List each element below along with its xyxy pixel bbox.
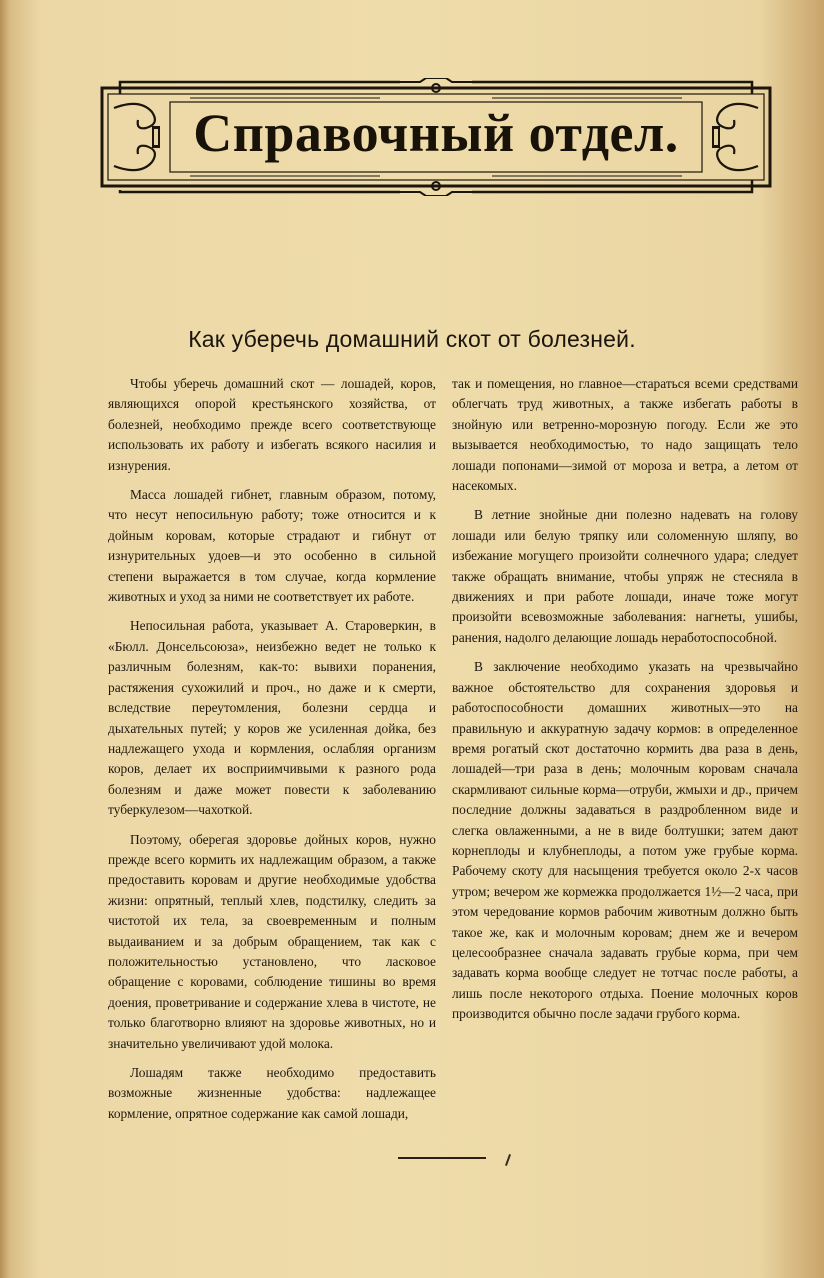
ink-mark xyxy=(505,1154,511,1166)
paragraph: Чтобы уберечь домашний скот — лошадей, коров, являющихся опорой крестьянского хозяйства, от болезней, необходимо прежде всего соответствующе использовать их работу и избегать всякого насилия и изнурения. xyxy=(108,376,436,473)
section-title: Справочный отдел. xyxy=(193,103,679,163)
article-title: Как уберечь домашний скот от болезней. xyxy=(188,326,636,352)
article-column-right xyxy=(452,374,798,1034)
paragraph: Масса лошадей гибнет, главным образом, потому, что несут непосильную работу; тоже относится и к дойным коровам, которые страдают и гибнут от изнурительных удоев—и это особенно в сильной степени выражается в том случае, когда кормление животных и уход за ними не соответствует их работе. xyxy=(108,487,436,605)
paragraph: В заключение необходимо указать на чрезвычайно важное обстоятельство для сохранения здоровья и работоспособности домашних животных—это на правильную и аккуратную задачу кормов: в определенное время рогатый скот достаточно кормить два раза в день, лошадей—три раза в день; молочным коровам сначала скармливают сильные корма—отруби, жмыхи и др., причем последние должны задаваться в раздробленном виде и слегка овлаженными, а не в виде болтушки; затем дают корнеплоды и клубнеплоды, а потом уже грубые корма. Рабочему скоту для насыщения требуется около 2-х часов утром; вечером же кормежка продолжается 1½—2 часа, при этом чередование кормов рабочим животным должно быть такое же, как и молочным коровам; днем же и вечером целесообразнее сначала задавать грубые корма, при чем задавать корма вообще следует не тотчас после работы, а лишь после некоторого отдыха. Поение молочных коров производится обычно после задачи грубого корма. xyxy=(452,659,798,1022)
paragraph: В летние знойные дни полезно надевать на голову лошади или белую тряпку или соломенную шляпу, во избежание могущего произойти солнечного удара; следует также обращать внимание, чтобы упряж не стесняла в движениях и при работе лошади, иначе тоже могут произойти всевозможные заболевания: нагнеты, ушибы, ранения, надолго делающие лошадь неработоспособной. xyxy=(452,507,798,645)
paragraph: так и помещения, но главное—стараться всеми средствами облегчать труд животных, а также избегать работы в знойную или ветренно-морозную погоду. Если же это вызывается необходимостью, то надо защищать тело лошади попонами—зимой от мороза и ветра, а летом от насекомых. xyxy=(452,376,798,494)
paragraph: Лошадям также необходимо предоставить возможные жизненные удобства: надлежащее кормление, опрятное содержание как самой лошади, xyxy=(108,1065,436,1121)
end-rule xyxy=(398,1157,486,1159)
paragraph: Поэтому, оберегая здоровье дойных коров, нужно прежде всего кормить их надлежащим образом, а также предоставить коровам и другие необходимые удобства жизни: опрятный, теплый хлев, подстилку, следить за чистотой их тела, за своевременным и полным выдаиванием и за добрым обращением, так как с положительностью установлено, что ласковое обращение с коровами, соблюдение тишины во время доения, проветривание и содержание хлева в чистоте, не только благотворно влияют на здоровье животных, но и значительно увеличивают удой молока. xyxy=(108,831,436,1051)
section-header xyxy=(100,78,772,196)
article-column-left xyxy=(108,374,436,1133)
paragraph: Непосильная работа, указывает А. Староверкин, в «Бюлл. Донсельсоюза», неизбежно ведет не только к различным болезням, как-то: вывихи поранения, растяжения сухожилий и проч., но даже и к смерти, вследствие переутомления, болезни сердца и дыхательных путей; у коров же усиленная дойка, без надлежащего ухода и кормления, ослабляя организм коров, делает их восприимчивыми к разного рода болезням и даже может повести к заболеванию туберкулезом—чахоткой. xyxy=(108,618,436,818)
